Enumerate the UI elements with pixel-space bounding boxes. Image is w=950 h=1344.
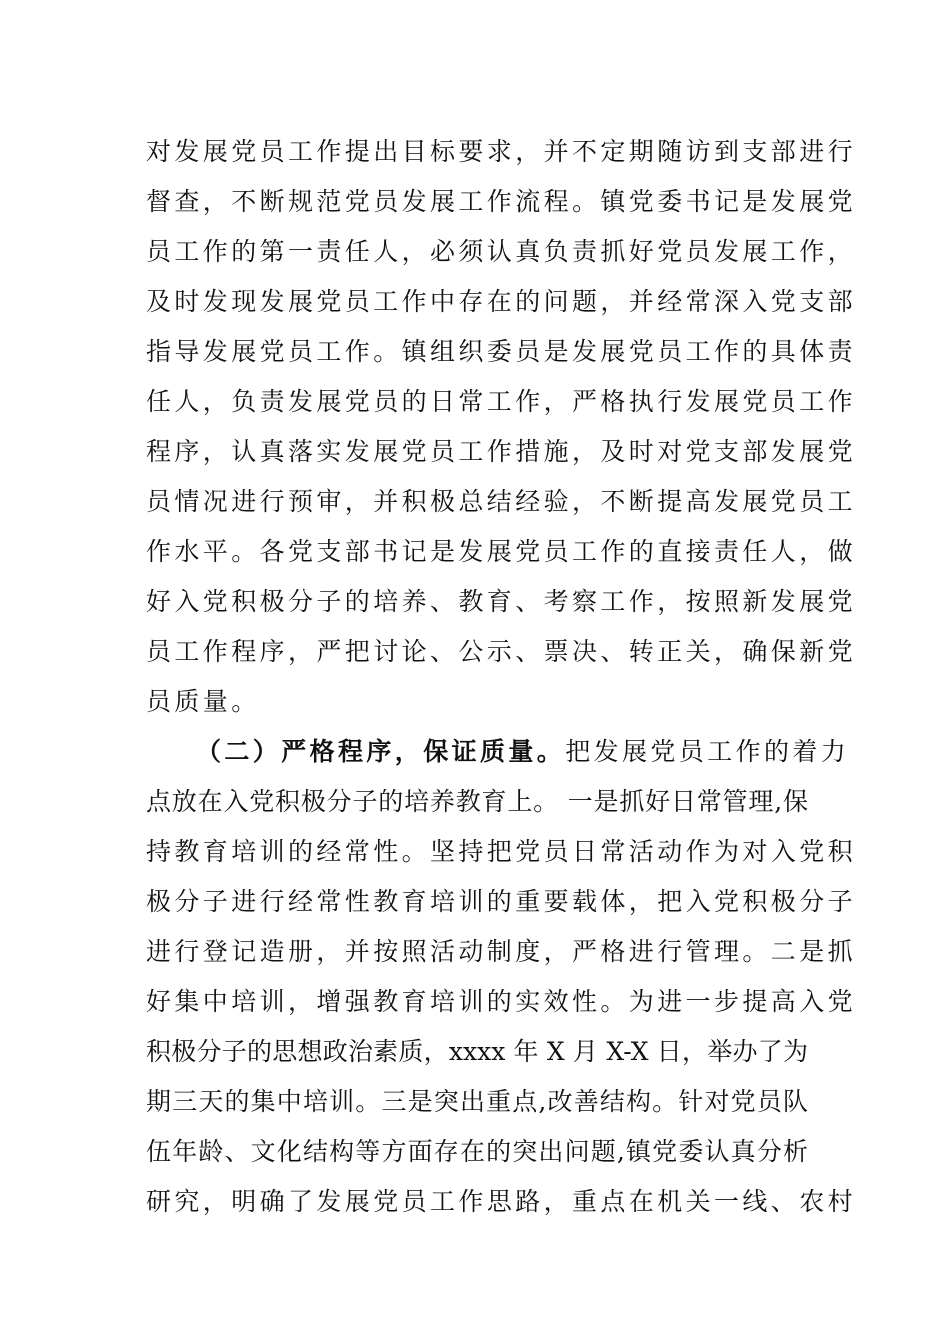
text-line: 作水平。各党支部书记是发展党员工作的直接责任人，做 [146,537,857,566]
text-line: 任人，负责发展党员的日常工作，严格执行发展党员工作 [146,387,857,416]
section-heading: （二）严格程序，保证质量。 [196,737,566,766]
text-line: 研究，明确了发展党员工作思路，重点在机关一线、农村 [146,1187,857,1216]
text-line: 对发展党员工作提出目标要求，并不定期随访到支部进行 [146,137,857,166]
text-line: 员质量。 [146,687,260,716]
text-line: 好入党积极分子的培养、教育、考察工作，按照新发展党 [146,587,857,616]
text-line: 员情况进行预审，并积极总结经验，不断提高发展党员工 [146,487,857,516]
document-body [146,127,857,1227]
text-line: 好集中培训，增强教育培训的实效性。为进一步提高入党 [146,987,857,1016]
text-line: 积极分子的思想政治素质，xxxx 年 X 月 X-X 日，举办了为 [146,1037,808,1066]
text-line-first [146,727,850,777]
text-line: 员工作的第一责任人，必须认真负责抓好党员发展工作， [146,237,857,266]
text-line: 员工作程序，严把讨论、公示、票决、转正关，确保新党 [146,637,857,666]
text-line: 及时发现发展党员工作中存在的问题，并经常深入党支部 [146,287,857,316]
text-line: 指导发展党员工作。镇组织委员是发展党员工作的具体责 [146,337,857,366]
text-line: 程序，认真落实发展党员工作措施，及时对党支部发展党 [146,437,857,466]
text-line: 极分子进行经常性教育培训的重要载体，把入党积极分子 [146,887,857,916]
text-line: 期三天的集中培训。三是突出重点,改善结构。针对党员队 [146,1087,808,1116]
paragraph-2 [146,727,857,1227]
text-line: 进行登记造册，并按照活动制度，严格进行管理。二是抓 [146,937,857,966]
text-line: 伍年龄、文化结构等方面存在的突出问题,镇党委认真分析 [146,1137,808,1166]
text-line: 持教育培训的经常性。坚持把党员日常活动作为对入党积 [146,837,857,866]
paragraph-1 [146,127,857,727]
heading-continuation: 把发展党员工作的着力 [565,737,850,766]
text-line: 督查，不断规范党员发展工作流程。镇党委书记是发展党 [146,187,857,216]
text-line: 点放在入党积极分子的培养教育上。 一是抓好日常管理,保 [146,787,808,816]
